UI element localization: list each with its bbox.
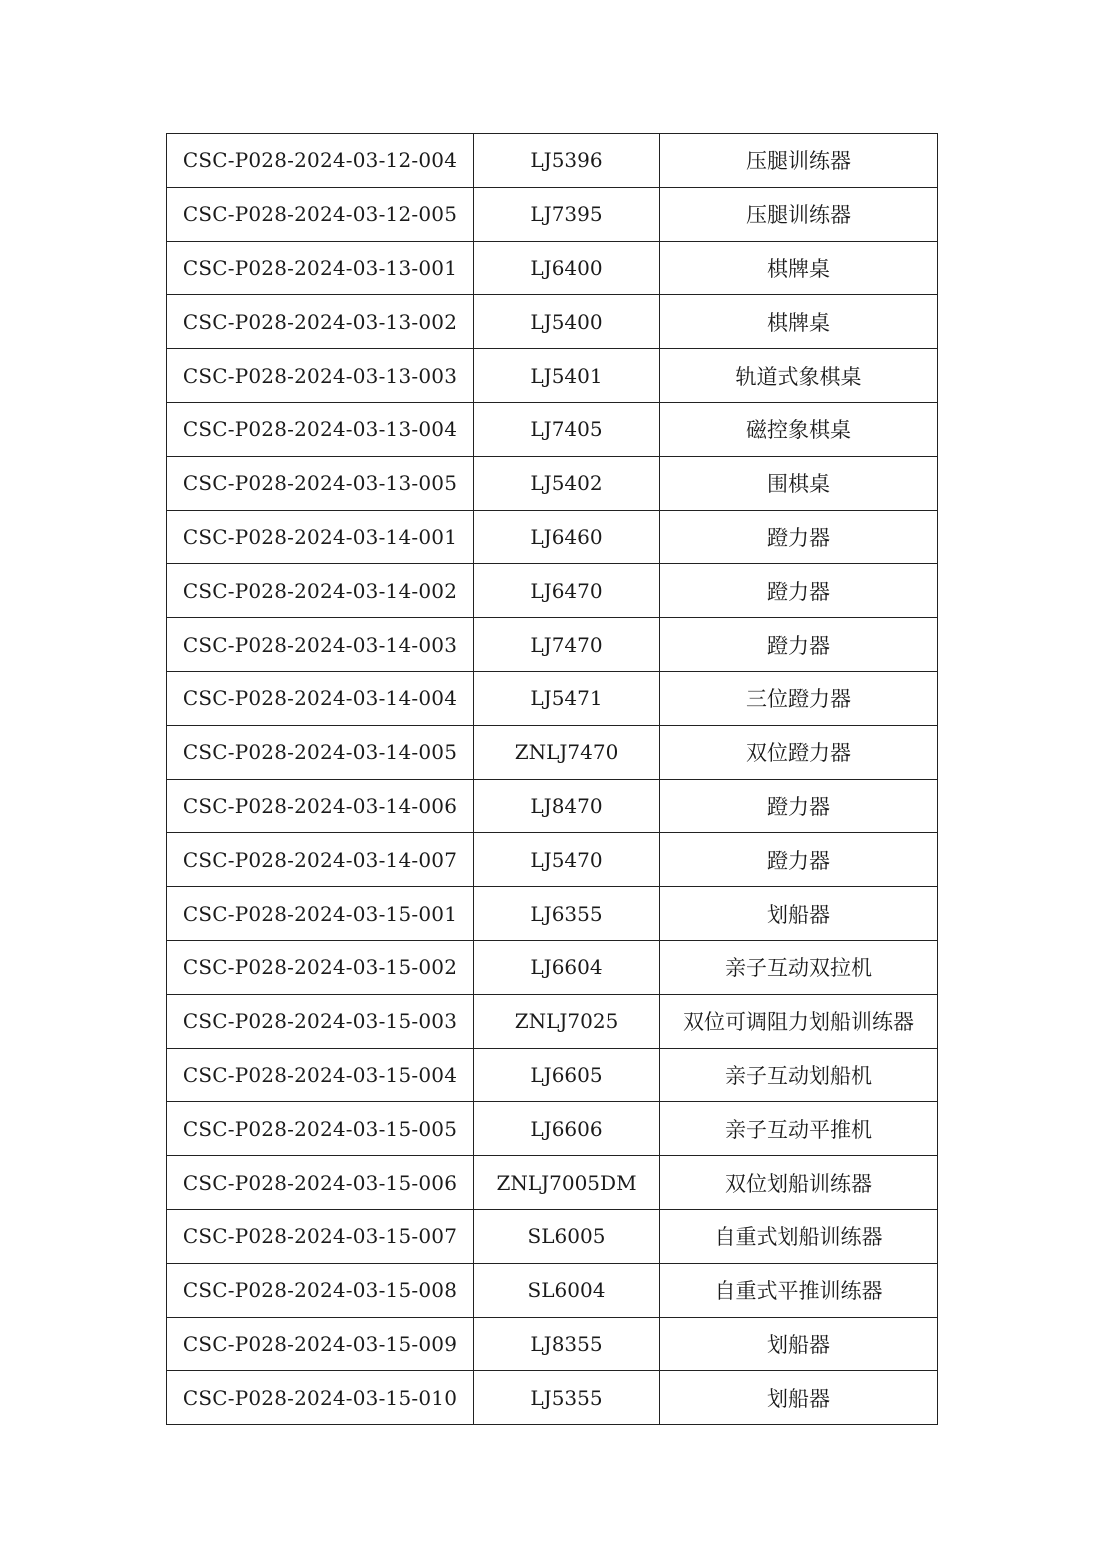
cert-code-cell: CSC-P028-2024-03-14-004 — [167, 671, 474, 725]
cert-code-cell: CSC-P028-2024-03-15-001 — [167, 887, 474, 941]
product-name-cell: 蹬力器 — [660, 779, 938, 833]
product-name-cell: 蹬力器 — [660, 833, 938, 887]
table-row — [167, 1263, 938, 1317]
cert-code-cell: CSC-P028-2024-03-13-003 — [167, 349, 474, 403]
table-row — [167, 940, 938, 994]
product-name-cell: 轨道式象棋桌 — [660, 349, 938, 403]
table-row — [167, 779, 938, 833]
cert-code-cell: CSC-P028-2024-03-15-010 — [167, 1371, 474, 1425]
product-name-cell: 蹬力器 — [660, 564, 938, 618]
product-name-cell: 磁控象棋桌 — [660, 402, 938, 456]
cert-code-cell: CSC-P028-2024-03-14-007 — [167, 833, 474, 887]
table-row — [167, 833, 938, 887]
cert-code-cell: CSC-P028-2024-03-15-004 — [167, 1048, 474, 1102]
product-name-cell: 围棋桌 — [660, 456, 938, 510]
cert-code-cell: CSC-P028-2024-03-13-002 — [167, 295, 474, 349]
product-name-cell: 棋牌桌 — [660, 241, 938, 295]
model-cell: ZNLJ7470 — [474, 725, 660, 779]
cert-code-cell: CSC-P028-2024-03-15-005 — [167, 1102, 474, 1156]
model-cell: LJ5355 — [474, 1371, 660, 1425]
product-name-cell: 三位蹬力器 — [660, 671, 938, 725]
model-cell: LJ7395 — [474, 187, 660, 241]
table-row — [167, 725, 938, 779]
product-name-cell: 棋牌桌 — [660, 295, 938, 349]
model-cell: LJ6604 — [474, 940, 660, 994]
table-row — [167, 1048, 938, 1102]
table-row — [167, 564, 938, 618]
table-row — [167, 402, 938, 456]
product-name-cell: 亲子互动划船机 — [660, 1048, 938, 1102]
table-row — [167, 887, 938, 941]
table-row — [167, 241, 938, 295]
model-cell: LJ5401 — [474, 349, 660, 403]
model-cell: LJ6460 — [474, 510, 660, 564]
table-row — [167, 618, 938, 672]
product-name-cell: 划船器 — [660, 887, 938, 941]
product-name-cell: 划船器 — [660, 1317, 938, 1371]
model-cell: ZNLJ7025 — [474, 994, 660, 1048]
cert-code-cell: CSC-P028-2024-03-15-003 — [167, 994, 474, 1048]
cert-code-cell: CSC-P028-2024-03-14-001 — [167, 510, 474, 564]
product-name-cell: 亲子互动双拉机 — [660, 940, 938, 994]
model-cell: LJ6606 — [474, 1102, 660, 1156]
model-cell: LJ6470 — [474, 564, 660, 618]
product-name-cell: 双位划船训练器 — [660, 1156, 938, 1210]
model-cell: LJ8355 — [474, 1317, 660, 1371]
model-cell: LJ5400 — [474, 295, 660, 349]
cert-code-cell: CSC-P028-2024-03-12-004 — [167, 134, 474, 188]
cert-code-cell: CSC-P028-2024-03-12-005 — [167, 187, 474, 241]
model-cell: LJ6605 — [474, 1048, 660, 1102]
model-cell: LJ5402 — [474, 456, 660, 510]
model-cell: LJ5470 — [474, 833, 660, 887]
model-cell: LJ5396 — [474, 134, 660, 188]
cert-code-cell: CSC-P028-2024-03-14-002 — [167, 564, 474, 618]
table-row — [167, 1156, 938, 1210]
cert-code-cell: CSC-P028-2024-03-13-001 — [167, 241, 474, 295]
table-row — [167, 671, 938, 725]
product-name-cell: 自重式平推训练器 — [660, 1263, 938, 1317]
product-name-cell: 压腿训练器 — [660, 187, 938, 241]
table-row — [167, 349, 938, 403]
table-row — [167, 1371, 938, 1425]
table-row — [167, 1317, 938, 1371]
model-cell: LJ7470 — [474, 618, 660, 672]
cert-code-cell: CSC-P028-2024-03-15-007 — [167, 1209, 474, 1263]
cert-code-cell: CSC-P028-2024-03-13-005 — [167, 456, 474, 510]
model-cell: LJ8470 — [474, 779, 660, 833]
table-row — [167, 456, 938, 510]
cert-code-cell: CSC-P028-2024-03-15-008 — [167, 1263, 474, 1317]
product-name-cell: 划船器 — [660, 1371, 938, 1425]
cert-code-cell: CSC-P028-2024-03-14-005 — [167, 725, 474, 779]
cert-code-cell: CSC-P028-2024-03-14-006 — [167, 779, 474, 833]
table-row — [167, 295, 938, 349]
cert-code-cell: CSC-P028-2024-03-15-002 — [167, 940, 474, 994]
product-name-cell: 蹬力器 — [660, 618, 938, 672]
certificate-table — [166, 133, 938, 1425]
table-row — [167, 1102, 938, 1156]
model-cell: ZNLJ7005DM — [474, 1156, 660, 1210]
cert-code-cell: CSC-P028-2024-03-15-009 — [167, 1317, 474, 1371]
product-name-cell: 亲子互动平推机 — [660, 1102, 938, 1156]
cert-code-cell: CSC-P028-2024-03-13-004 — [167, 402, 474, 456]
table-row — [167, 994, 938, 1048]
table-row — [167, 510, 938, 564]
model-cell: SL6005 — [474, 1209, 660, 1263]
model-cell: SL6004 — [474, 1263, 660, 1317]
model-cell: LJ6355 — [474, 887, 660, 941]
model-cell: LJ5471 — [474, 671, 660, 725]
cert-code-cell: CSC-P028-2024-03-14-003 — [167, 618, 474, 672]
table-row — [167, 187, 938, 241]
table-row — [167, 1209, 938, 1263]
model-cell: LJ6400 — [474, 241, 660, 295]
table-row — [167, 134, 938, 188]
model-cell: LJ7405 — [474, 402, 660, 456]
product-name-cell: 双位可调阻力划船训练器 — [660, 994, 938, 1048]
product-name-cell: 压腿训练器 — [660, 134, 938, 188]
product-name-cell: 蹬力器 — [660, 510, 938, 564]
product-name-cell: 双位蹬力器 — [660, 725, 938, 779]
product-name-cell: 自重式划船训练器 — [660, 1209, 938, 1263]
cert-code-cell: CSC-P028-2024-03-15-006 — [167, 1156, 474, 1210]
